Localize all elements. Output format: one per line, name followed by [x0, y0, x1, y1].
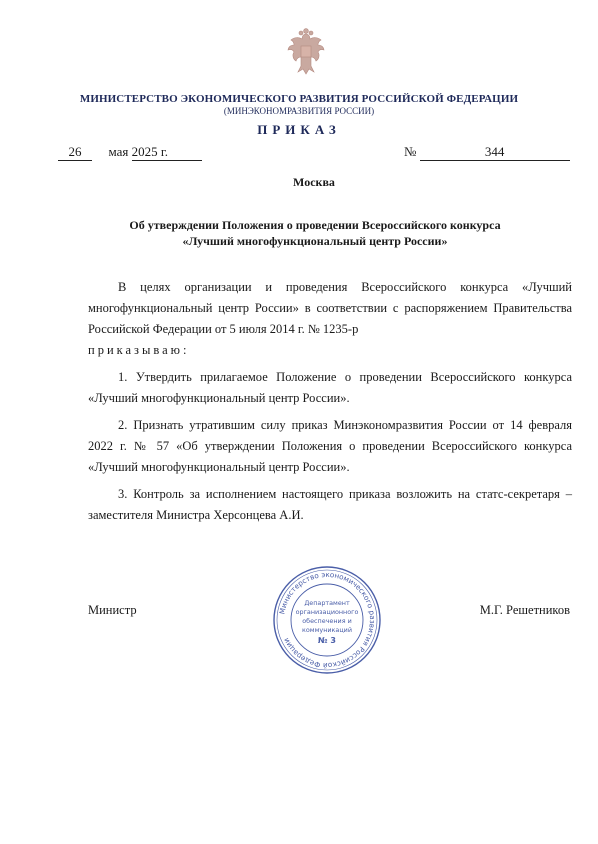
signatory-position: Министр	[88, 603, 137, 617]
number-label: №	[404, 144, 417, 159]
order-day: 26	[58, 144, 92, 161]
order-year: 2025 г.	[132, 144, 202, 161]
ministry-name: МИНИСТЕРСТВО ЭКОНОМИЧЕСКОГО РАЗВИТИЯ РОССИЙСКОЙ ФЕДЕРАЦИИ	[79, 93, 519, 105]
stamp-line-1: Департамент	[304, 599, 350, 607]
order-month: мая	[108, 144, 129, 159]
stamp-line-2: организационного	[295, 608, 359, 616]
stamp-line-4: коммуникаций	[302, 626, 352, 634]
order-date	[58, 144, 202, 161]
stamp-line-3: обеспечения и	[302, 617, 352, 625]
item-2: 2. Признать утратившим силу приказ Минэкономразвития России от 14 февраля 2022 г. № 57 «Об утверждении Положения о проведении Всероссийского конкурса «Лучший многофункциональный центр России».	[88, 418, 572, 474]
item-3: 3. Контроль за исполнением настоящего приказа возложить на статс-секретаря – заместителя Министра Херсонцева А.И.	[88, 487, 572, 522]
stamp-number: № 3	[318, 636, 336, 645]
city: Москва	[293, 175, 335, 189]
document-type: ПРИКАЗ	[257, 122, 341, 137]
stamp-ring-text: Министерство экономического развития Российской Федерации	[277, 569, 378, 671]
signatory-name: М.Г. Решетников	[479, 603, 570, 617]
order-word: приказываю:	[88, 343, 190, 357]
order-number	[404, 144, 570, 161]
title-line-1: Об утверждении Положения о проведении Всероссийского конкурса	[129, 218, 501, 232]
preamble: В целях организации и проведения Всероссийского конкурса «Лучший многофункциональный центр России» в соответствии с распоряжением Правительства Российской Федерации от 5 июля 2014 г. № 1235-р	[88, 280, 572, 336]
order-body	[88, 277, 572, 526]
item-1: 1. Утвердить прилагаемое Положение о проведении Всероссийского конкурса «Лучший многофункциональный центр России».	[88, 370, 572, 405]
order-title	[100, 217, 530, 249]
coat-of-arms-icon	[284, 28, 328, 76]
number-value: 344	[420, 144, 570, 161]
official-stamp	[272, 565, 382, 675]
ministry-short-name: (МИНЭКОНОМРАЗВИТИЯ РОССИИ)	[223, 106, 375, 116]
title-line-2: «Лучший многофункциональный центр России»	[182, 234, 448, 248]
